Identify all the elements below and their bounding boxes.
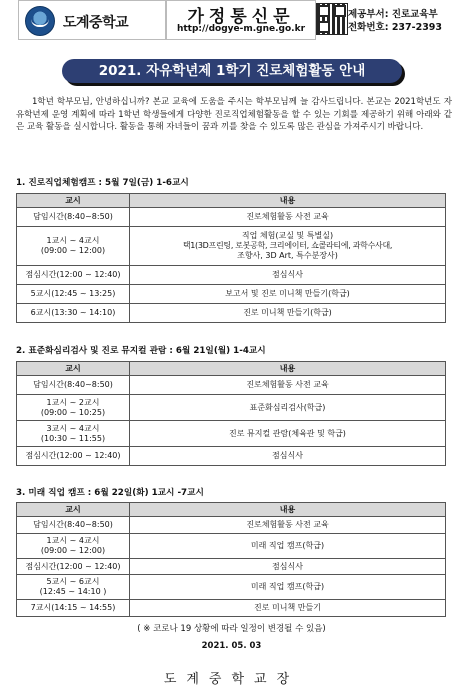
document-date: 2021. 05. 03 bbox=[201, 641, 262, 651]
table-row bbox=[17, 517, 446, 534]
period-cell: 1교시 ~ 4교시 (09:00 ~ 12:00) bbox=[17, 534, 130, 559]
header-period: 교시 bbox=[17, 362, 130, 376]
content-cell: 보고서 및 진로 미니책 만들기(학급) bbox=[130, 285, 446, 304]
table-header-row bbox=[17, 194, 446, 208]
school-logo-box bbox=[18, 0, 166, 40]
table-row bbox=[17, 534, 446, 559]
header-content: 내용 bbox=[130, 503, 446, 517]
period-cell: 7교시(14:15 ~ 14:55) bbox=[17, 600, 130, 617]
content-cell: 진로 미니책 만들기 bbox=[130, 600, 446, 617]
period-cell: 3교시 ~ 4교시 (10:30 ~ 11:55) bbox=[17, 421, 130, 447]
header-content: 내용 bbox=[130, 362, 446, 376]
table-row bbox=[17, 575, 446, 600]
letterhead bbox=[18, 0, 450, 45]
content-cell: 진로체험활동 사전 교육 bbox=[130, 208, 446, 227]
content-cell: 점심식사 bbox=[130, 559, 446, 575]
table-row bbox=[17, 559, 446, 575]
period-cell: 담임시간(8:40~8:50) bbox=[17, 208, 130, 227]
table-row bbox=[17, 395, 446, 421]
school-emblem-icon bbox=[25, 6, 55, 36]
table-row bbox=[17, 208, 446, 227]
table-row bbox=[17, 227, 446, 266]
intro-paragraph: 1학년 학부모님, 안녕하십니까? 본교 교육에 도움을 주시는 학부모님께 늘 감사드립니다. 본교는 2021학년도 자유학년제 운영 계획에 따라 1학년 학생들에게 다양한 진로직업체험활동을 할 수 있는 기회를 제공하기 위해 아래와 같은 교육 활동을 실시합니다. 활동을 통해 자녀들이 꿈과 끼를 찾을 수 있도록 많은 관심을 가져주시기 바랍니다. bbox=[16, 97, 452, 133]
period-cell: 점심시간(12:00 ~ 12:40) bbox=[17, 266, 130, 285]
content-cell: 표준화심리검사(학급) bbox=[130, 395, 446, 421]
principal-signature: 도계중학교장 bbox=[163, 672, 300, 687]
school-name: 도계중학교 bbox=[63, 15, 129, 31]
table-row bbox=[17, 304, 446, 323]
section2-table bbox=[16, 361, 446, 466]
content-cell: 진로체험활동 사전 교육 bbox=[130, 517, 446, 534]
period-cell: 점심시간(12:00 ~ 12:40) bbox=[17, 447, 130, 466]
contact-info bbox=[348, 8, 442, 34]
content-cell: 진로체험활동 사전 교육 bbox=[130, 376, 446, 395]
table-row bbox=[17, 266, 446, 285]
header-period: 교시 bbox=[17, 194, 130, 208]
section1-table bbox=[16, 193, 446, 323]
period-cell: 1교시 ~ 4교시 (09:00 ~ 12:00) bbox=[17, 227, 130, 266]
period-cell: 6교시(13:30 ~ 14:10) bbox=[17, 304, 130, 323]
period-cell: 5교시 ~ 6교시 (12:45 ~ 14:10 ) bbox=[17, 575, 130, 600]
table-row bbox=[17, 285, 446, 304]
content-cell: 직업 체험(교실 및 특별실) 택1(3D프린팅, 로봇공학, 크리에이터, 쇼콜라티에, 과학수사대, 조향사, 3D Art, 특수분장사) bbox=[130, 227, 446, 266]
department: 제공부서: 진로교육부 bbox=[348, 9, 438, 20]
newsletter-box bbox=[166, 0, 316, 40]
table-header-row bbox=[17, 362, 446, 376]
qr-code-icon bbox=[316, 3, 348, 35]
table-row bbox=[17, 600, 446, 617]
period-cell: 1교시 ~ 2교시 (09:00 ~ 10:25) bbox=[17, 395, 130, 421]
section3-heading: 3. 미래 직업 캠프 : 6월 22일(화) 1교시 -7교시 bbox=[16, 488, 204, 498]
table-row bbox=[17, 421, 446, 447]
content-cell: 미래 직업 캠프(학급) bbox=[130, 575, 446, 600]
content-cell: 진로 미니책 만들기(학급) bbox=[130, 304, 446, 323]
covid-notice: ( ※ 코로나 19 상황에 따라 일정이 변경될 수 있음) bbox=[137, 624, 326, 634]
content-cell: 미래 직업 캠프(학급) bbox=[130, 534, 446, 559]
school-url[interactable]: http://dogye-m.gne.go.kr bbox=[176, 24, 306, 34]
period-cell: 담임시간(8:40~8:50) bbox=[17, 517, 130, 534]
section1-heading: 1. 진로직업체험캠프 : 5월 7일(금) 1-6교시 bbox=[16, 178, 189, 188]
newsletter-title: 가정통신문 bbox=[187, 7, 295, 27]
table-header-row bbox=[17, 503, 446, 517]
period-cell: 5교시(12:45 ~ 13:25) bbox=[17, 285, 130, 304]
content-cell: 점심식사 bbox=[130, 266, 446, 285]
table-row bbox=[17, 376, 446, 395]
content-cell: 점심식사 bbox=[130, 447, 446, 466]
header-period: 교시 bbox=[17, 503, 130, 517]
period-cell: 담임시간(8:40~8:50) bbox=[17, 376, 130, 395]
header-content: 내용 bbox=[130, 194, 446, 208]
table-row bbox=[17, 447, 446, 466]
period-cell: 점심시간(12:00 ~ 12:40) bbox=[17, 559, 130, 575]
section2-heading: 2. 표준화심리검사 및 진로 뮤지컬 관람 : 6월 21일(월) 1-4교시 bbox=[16, 346, 266, 356]
content-cell: 진로 뮤지컬 관람(체육관 및 학급) bbox=[130, 421, 446, 447]
section3-table bbox=[16, 502, 446, 617]
document-title: 2021. 자유학년제 1학기 진로체험활동 안내 bbox=[62, 59, 402, 83]
phone-number: 전화번호: 237-2393 bbox=[348, 22, 443, 33]
